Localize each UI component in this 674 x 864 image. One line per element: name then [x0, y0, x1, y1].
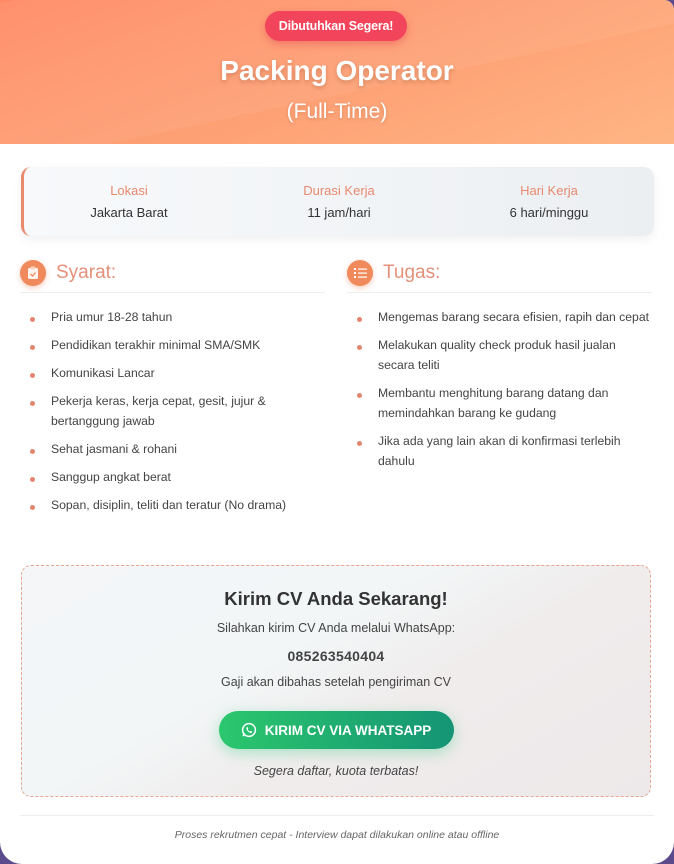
list-item: Jika ada yang lain akan di konfirmasi terlebih dahulu	[347, 431, 652, 471]
footer-note: Proses rekrutmen cepat - Interview dapat dilakukan online atau offline	[174, 829, 500, 841]
info-label: Hari Kerja	[520, 183, 578, 198]
list-item: Pria umur 18-28 tahun	[20, 307, 325, 327]
section-header	[347, 258, 652, 293]
list-item: Mengemas barang secara efisien, rapih dan cepat	[347, 307, 652, 327]
info-value: 6 hari/minggu	[509, 205, 589, 220]
whatsapp-icon	[241, 722, 257, 738]
urgent-note: Segera daftar, kuota terbatas!	[253, 764, 419, 778]
salary-note: Gaji akan dibahas setelah pengiriman CV	[221, 675, 451, 689]
requirements-list	[20, 307, 325, 515]
info-duration	[234, 167, 444, 236]
section-header	[20, 258, 325, 293]
whatsapp-apply-button[interactable]	[219, 711, 454, 749]
header-banner	[0, 0, 674, 144]
info-label: Durasi Kerja	[303, 183, 375, 198]
section-title: Syarat:	[56, 262, 117, 283]
list-item: Melakukan quality check produk hasil jualan secara teliti	[347, 335, 652, 375]
list-item: Sopan, disiplin, teliti dan teratur (No drama)	[20, 495, 325, 515]
phone-number: 085263540404	[287, 648, 385, 664]
list-item: Membantu menghitung barang datang dan memindahkan barang ke gudang	[347, 383, 652, 423]
clipboard-check-icon	[20, 260, 46, 286]
whatsapp-button-label: KIRIM CV VIA WHATSAPP	[264, 722, 432, 738]
urgent-badge: Dibutuhkan Segera!	[265, 11, 407, 41]
list-item: Pendidikan terakhir minimal SMA/SMK	[20, 335, 325, 355]
tasks-section	[347, 258, 652, 479]
info-label: Lokasi	[110, 183, 148, 198]
apply-instruction: Silahkan kirim CV Anda melalui WhatsApp:	[216, 621, 456, 635]
info-value: 11 jam/hari	[307, 205, 371, 220]
apply-panel	[21, 565, 651, 797]
info-workdays	[444, 167, 654, 236]
apply-title: Kirim CV Anda Sekarang!	[224, 588, 448, 609]
list-item: Komunikasi Lancar	[20, 363, 325, 383]
list-item: Pekerja keras, kerja cepat, gesit, jujur & bertanggung jawab	[20, 391, 325, 431]
requirements-section	[20, 258, 325, 523]
info-value: Jakarta Barat	[90, 205, 168, 220]
footer-divider	[20, 815, 654, 816]
list-item: Sanggup angkat berat	[20, 467, 325, 487]
job-title: Packing Operator	[220, 55, 454, 86]
task-list-icon	[347, 260, 373, 286]
job-info-panel	[21, 167, 654, 236]
job-type: (Full-Time)	[286, 100, 388, 123]
info-location	[24, 167, 234, 236]
list-item: Sehat jasmani & rohani	[20, 439, 325, 459]
section-title: Tugas:	[383, 262, 441, 283]
tasks-list	[347, 307, 652, 471]
